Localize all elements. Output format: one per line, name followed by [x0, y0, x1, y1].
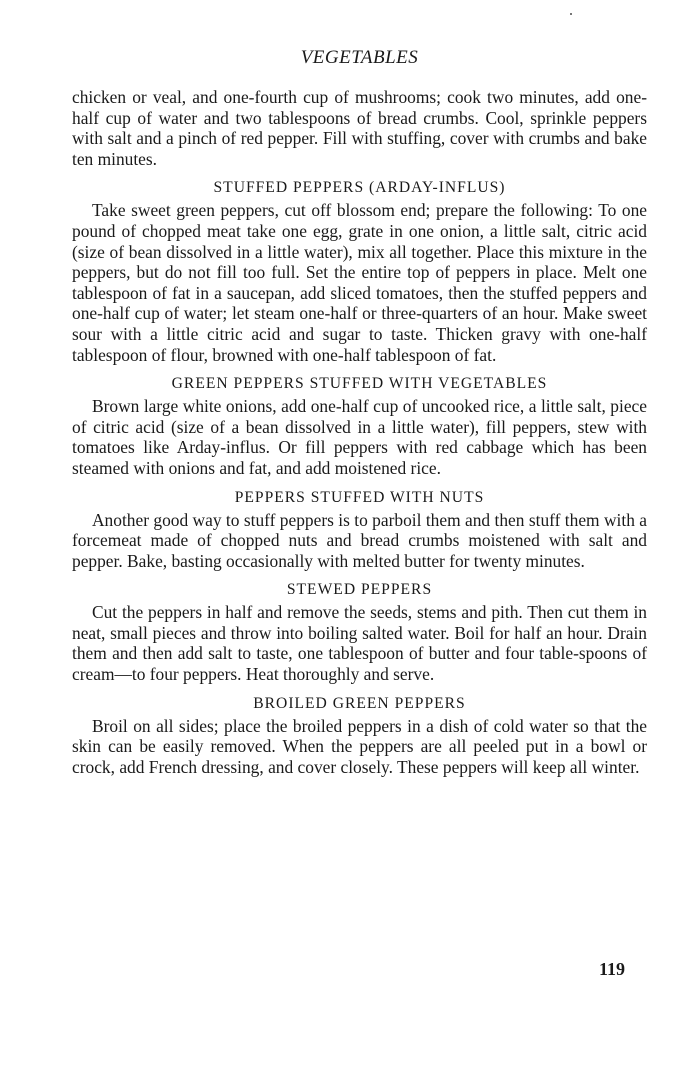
- intro-paragraph: chicken or veal, and one-fourth cup of mushrooms; cook two minutes, add one-half cup of water and two tablespoons of bread crumbs. Cool, sprinkle peppers with salt and a pinch of red pepper. Fill with stuffing, cover with crumbs and bake ten minutes.: [72, 87, 647, 169]
- page-number: 119: [599, 959, 626, 979]
- recipe-title-stuffed-peppers: STUFFED PEPPERS (ARDAY-INFLUS): [213, 179, 506, 197]
- book-page: [72, 46, 647, 777]
- recipe-text-green-peppers-vegetables: Brown large white onions, add one-half cup of uncooked rice, a little salt, piece of citric acid (size of a bean dissolved in a little water), fill peppers, stew with tomatoes like Arday-influs. Or fill peppers with red cabbage which has been steamed with onions and fat, and add moistened rice.: [72, 396, 647, 478]
- recipe-text-stewed-peppers: Cut the peppers in half and remove the seeds, stems and pith. Then cut them in neat, small pieces and throw into boiling salted water. Boil for half an hour. Drain them and then add salt to taste, one tablespoon of butter and four table-spoons of cream—to four peppers. Heat thoroughly and serve.: [72, 602, 647, 685]
- recipe-title-broiled-green-peppers: BROILED GREEN PEPPERS: [253, 694, 466, 712]
- recipe-title-stewed-peppers: STEWED PEPPERS: [286, 581, 433, 599]
- recipe-title-green-peppers-vegetables: GREEN PEPPERS STUFFED WITH VEGETABLES: [171, 375, 548, 393]
- running-title: VEGETABLES: [300, 47, 419, 68]
- recipe-title-peppers-with-nuts: PEPPERS STUFFED WITH NUTS: [234, 488, 485, 506]
- recipe-text-stuffed-peppers: Take sweet green peppers, cut off blossom end; prepare the following: To one pound of chopped meat take one egg, grate in one onion, a little salt, citric acid (size of bean dissolved in a little water), mix all together. Place this mixture in the peppers, but do not fill too full. Set the entire top of peppers in place. Melt one tablespoon of fat in a saucepan, add sliced tomatoes, then the stuffed peppers and one-half cup of water; let steam one-half or three-quarters of an hour. Make sweet sour with a little citric acid and sugar to taste. Thicken gravy with one-half tablespoon of flour, browned with one-half tablespoon of fat.: [72, 200, 647, 365]
- recipe-text-peppers-with-nuts: Another good way to stuff peppers is to parboil them and then stuff them with a forcemeat made of chopped nuts and bread crumbs moistened with salt and pepper. Bake, basting occasionally with melted butter for twenty minutes.: [72, 509, 647, 571]
- recipe-text-broiled-green-peppers: Broil on all sides; place the broiled peppers in a dish of cold water so that the skin can be easily removed. When the peppers are all peeled put in a bowl or crock, add French dressing, and cover closely. These peppers will keep all winter.: [72, 715, 647, 777]
- corner-mark: [570, 13, 572, 15]
